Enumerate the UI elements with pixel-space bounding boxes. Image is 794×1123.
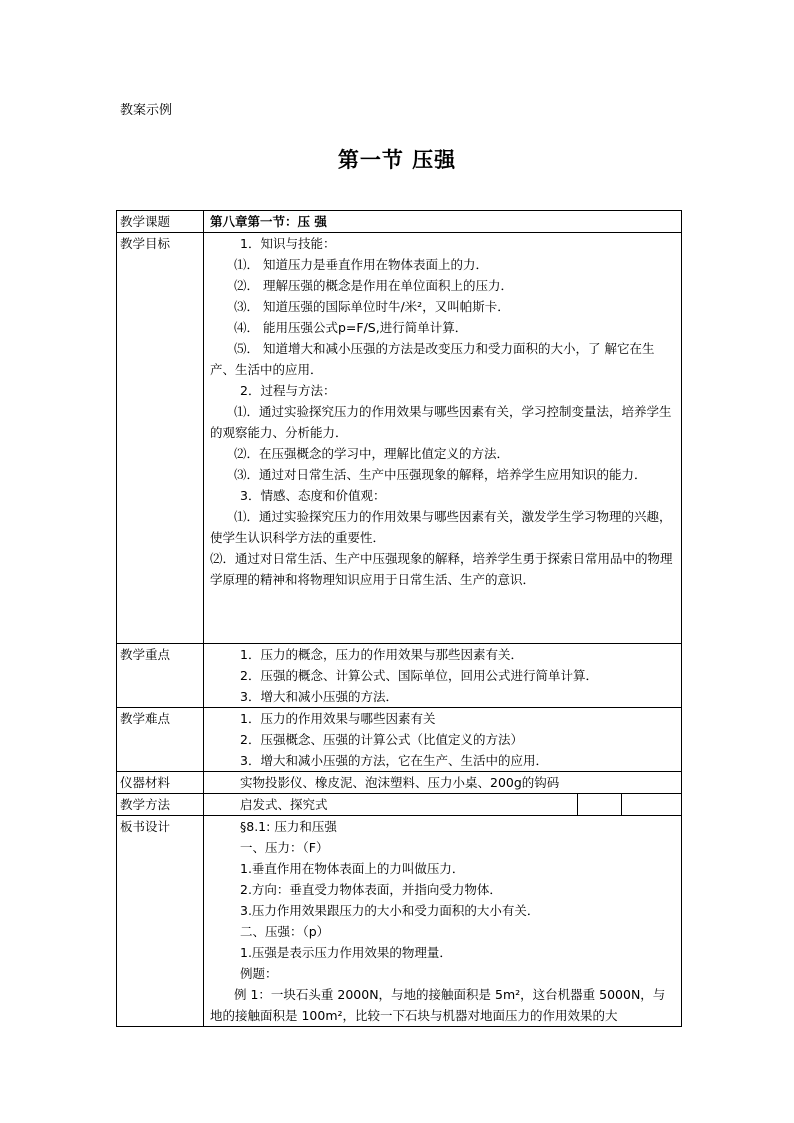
board-line: 1.垂直作用在物体表面上的力叫做压力． [240, 861, 465, 876]
row-label-difficulties: 教学难点 [117, 708, 204, 772]
goal-line: ⑷． 能用压强公式p=F/S,进行简单计算． [234, 320, 468, 335]
methods-cell [204, 794, 578, 816]
board-line: 2.方向：垂直受力物体表面，并指向受力物体． [240, 882, 502, 897]
goal-line: ⑶．通过对日常生活、生产中压强现象的解释，培养学生应用知识的能力． [234, 467, 647, 482]
chapter-label: 第八章第一节： [210, 214, 298, 229]
goal-line: 3．情感、态度和价值观： [240, 488, 386, 503]
row-board [117, 816, 682, 1027]
board-line: §8.1: 压力和压强 [240, 819, 337, 834]
board-line: 例题： [240, 966, 278, 981]
board-line: 二、压强：（p） [240, 924, 330, 939]
lesson-plan-table [116, 210, 682, 1027]
goals-cell [204, 233, 682, 644]
row-label-key-points: 教学重点 [117, 644, 204, 708]
header-label: 教案示例 [120, 103, 173, 118]
goal-line: ⑴． 知道压力是垂直作用在物体表面上的力． [234, 257, 488, 272]
materials-text: 实物投影仪、橡皮泥、泡沫塑料、压力小桌、200g的钩码 [240, 775, 560, 790]
difficulty-line: 2．压强概念、压强的计算公式（比值定义的方法） [240, 732, 523, 747]
materials-cell [204, 772, 682, 794]
key-point-line: 2．压强的概念、计算公式、国际单位，回用公式进行简单计算． [240, 668, 598, 683]
row-label-board: 板书设计 [117, 816, 204, 1027]
key-point-line: 3．增大和减小压强的方法． [240, 689, 398, 704]
row-topic [117, 211, 682, 233]
topic-name: 压 强 [297, 214, 327, 229]
goal-line: ⑵．在压强概念的学习中，理解比值定义的方法． [234, 446, 510, 461]
row-goals [117, 233, 682, 644]
row-key-points [117, 644, 682, 708]
board-line: 一、压力：（F） [240, 840, 329, 855]
goal-line: ⑸． 知道增大和减小压强的方法是改变压力和受力面积的大小，了 解它在生产、生活中的应用． [210, 341, 655, 377]
key-points-cell [204, 644, 682, 708]
goal-line: ⑵． 理解压强的概念是作用在单位面积上的压力． [234, 278, 513, 293]
board-line: 3.压力作用效果跟压力的大小和受力面积的大小有关． [240, 903, 540, 918]
row-difficulties [117, 708, 682, 772]
difficulty-line: 1．压力的作用效果与哪些因素有关 [240, 711, 436, 726]
row-label-materials: 仪器材料 [117, 772, 204, 794]
goal-line: ⑴．通过实验探究压力的作用效果与哪些因素有关，学习控制变量法，培养学生的观察能力、分析能力． [210, 404, 672, 440]
difficulties-cell [204, 708, 682, 772]
board-line: 1.压强是表示压力作用效果的物理量． [240, 945, 452, 960]
page-title: 第一节 压强 [337, 148, 457, 172]
key-point-line: 1．压力的概念，压力的作用效果与那些因素有关． [240, 647, 523, 662]
row-label-goals: 教学目标 [117, 233, 204, 644]
methods-empty-cell-2 [622, 794, 682, 816]
goal-line: ⑶． 知道压强的国际单位时牛/米²，又叫帕斯卡． [234, 299, 510, 314]
row-label-methods: 教学方法 [117, 794, 204, 816]
row-methods [117, 794, 682, 816]
methods-empty-cell-1 [578, 794, 622, 816]
board-cell [204, 816, 682, 1027]
goal-line: ⑵．通过对日常生活、生产中压强现象的解释，培养学生勇于探索日常用品中的物理学原理的精神和将物理知识应用于日常生活、生产的意识． [210, 551, 673, 587]
methods-text: 启发式、探究式 [240, 797, 328, 812]
goal-line: 1．知识与技能： [240, 236, 336, 251]
topic-cell [204, 211, 682, 233]
goal-line: ⑴．通过实验探究压力的作用效果与哪些因素有关，激发学生学习物理的兴趣，使学生认识科学方法的重要性． [210, 509, 672, 545]
row-label-topic: 教学课题 [117, 211, 204, 233]
goal-line: 2．过程与方法： [240, 383, 336, 398]
row-materials [117, 772, 682, 794]
difficulty-line: 3．增大和减小压强的方法，它在生产、生活中的应用． [240, 753, 548, 768]
board-line: 例 1：一块石头重 2000N，与地的接触面积是 5m²，这台机器重 5000N，与地的接触面积是 100m²，比较一下石块与机器对地面压力的作用效果的大 [210, 987, 666, 1023]
